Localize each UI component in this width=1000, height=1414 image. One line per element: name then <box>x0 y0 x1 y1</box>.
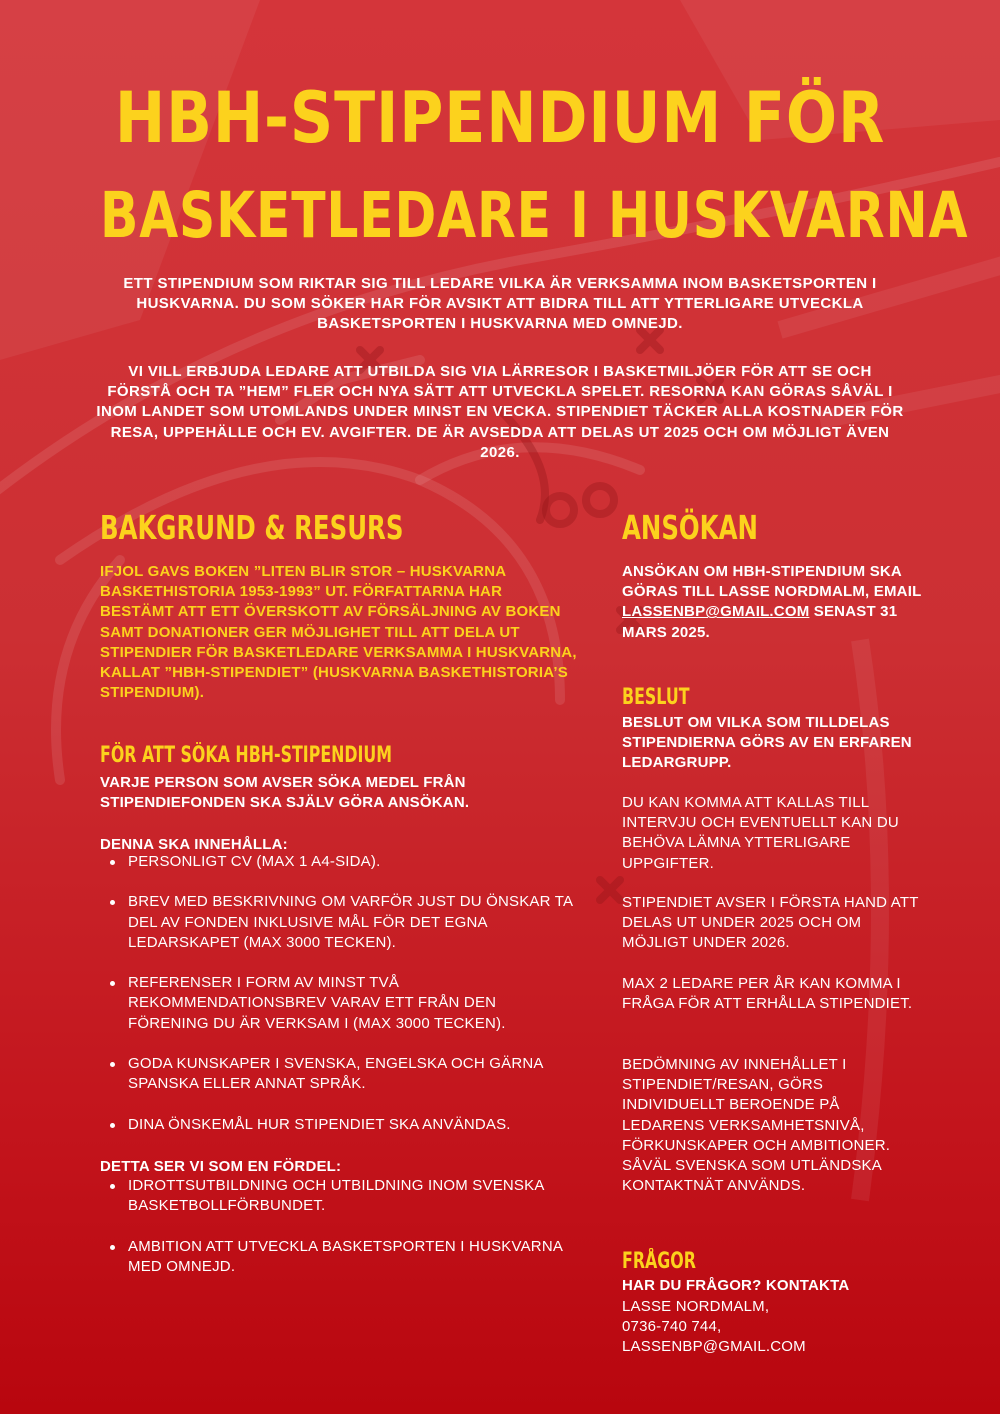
bullet-icon <box>110 1245 115 1250</box>
list-item-text: BREV MED BESKRIVNING OM VARFÖR JUST DU ÖNSKAR TA DEL AV FONDEN INKLUSIVE MÅL FÖR DET EGNA LEDARSKAPET (MAX 3000 TECKEN). <box>128 893 573 951</box>
contact-name: LASSE NORDMALM, <box>622 1298 770 1315</box>
beslut-heading: BESLUT <box>622 685 690 710</box>
bullet-icon <box>110 860 115 865</box>
list-item-text: REFERENSER I FORM AV MINST TVÅ REKOMMENDATIONSBREV VARAV ETT FRÅN DEN FÖRENING DU ÄR VERKSAM I (MAX 3000 TECKEN). <box>128 974 506 1032</box>
fragor-heading: FRÅGOR <box>622 1249 696 1274</box>
ansokan-heading: ANSÖKAN <box>622 508 758 547</box>
info-paragraph: MAX 2 LEDARE PER ÅR KAN KOMMA I FRÅGA FÖR ATT ERHÅLLA STIPENDIET. <box>622 975 913 1013</box>
bullet-icon <box>110 1123 115 1128</box>
bullet-icon <box>110 1184 115 1189</box>
fordel-label: DETTA SER VI SOM EN FÖRDEL: <box>100 1158 342 1175</box>
bullet-icon <box>110 900 115 905</box>
fragor-lead: HAR DU FRÅGOR? KONTAKTA <box>622 1277 850 1294</box>
list-item <box>100 1176 580 1216</box>
ansokan-text-pre: ANSÖKAN OM HBH-STIPENDIUM SKA GÖRAS TILL LASSE NORDMALM, EMAIL <box>622 563 922 601</box>
list-item <box>100 973 580 1034</box>
intro-paragraph-2: VI VILL ERBJUDA LEDARE ATT UTBILDA SIG VIA LÄRRESOR I BASKETMILJÖER FÖR ATT SE OCH FÖRSTÅ OCH TA ”HEM” FLER OCH NYA SÄTT ATT UTVECKLA SPELET. RESORNA KAN GÖRAS SÅVÄL I INOM LANDET SOM UTOMLANDS UNDER MINST EN VECKA. STIPENDIET TÄCKER ALLA KOSTNADER FÖR RESA, UPPEHÄLLE OCH EV. AVGIFTER. DE ÄR AVSEDDA ATT DELAS UT 2025 OCH OM MÖJLIGT ÄVEN 2026. <box>96 363 904 461</box>
innehalla-label: DENNA SKA INNEHÅLLA: <box>100 836 288 853</box>
bakgrund-text: IFJOL GAVS BOKEN ”LITEN BLIR STOR – HUSKVARNA BASKETHISTORIA 1953-1993” UT. FÖRFATTARNA HAR BESTÄMT ATT ETT ÖVERSKOTT AV FÖRSÄLJNING AV BOKEN SAMT DONATIONER GER MÖJLIGHET TILL ATT DELA UT STIPENDIER FÖR BASKETLEDARE VERKSAMMA I HUSKVARNA, KALLAT ”HBH-STIPENDIET” (HUSKVARNA BASKETHISTORIA’S STIPENDIUM). <box>100 563 577 702</box>
list-item-text: PERSONLIGT CV (MAX 1 A4-SIDA). <box>128 853 381 870</box>
title-line-1: HBH-STIPENDIUM FÖR <box>114 77 886 159</box>
info-paragraph: STIPENDIET AVSER I FÖRSTA HAND ATT DELAS UT UNDER 2025 OCH OM MÖJLIGT UNDER 2026. <box>622 894 919 952</box>
list-item <box>100 1054 580 1094</box>
list-item <box>100 1237 580 1277</box>
fordel-list <box>100 1176 580 1297</box>
innehalla-list <box>100 852 580 1155</box>
list-item-text: DINA ÖNSKEMÅL HUR STIPENDIET SKA ANVÄNDAS. <box>128 1115 511 1133</box>
list-item-text: IDROTTSUTBILDNING OCH UTBILDNING INOM SVENSKA BASKETBOLLFÖRBUNDET. <box>128 1177 544 1215</box>
contact-details <box>622 1297 922 1358</box>
soka-text: VARJE PERSON SOM AVSER SÖKA MEDEL FRÅN STIPENDIEFONDEN SKA SJÄLV GÖRA ANSÖKAN. <box>100 774 470 812</box>
title-line-2: BASKETLEDARE I HUSKVARNA <box>100 179 969 252</box>
list-item <box>100 892 580 953</box>
info-paragraph: BEDÖMNING AV INNEHÅLLET I STIPENDIET/RESAN, GÖRS INDIVIDUELLT BEROENDE PÅ LEDARENS VERKSAMHETSNIVÅ, FÖRKUNSKAPER OCH AMBITIONER. SÅVÄL SVENSKA SOM UTLÄNDSKA KONTAKTNÄT ANVÄNDS. <box>622 1056 891 1195</box>
list-item-text: AMBITION ATT UTVECKLA BASKETSPORTEN I HUSKVARNA MED OMNEJD. <box>128 1237 563 1275</box>
list-item <box>100 1115 580 1135</box>
intro-paragraph-1: ETT STIPENDIUM SOM RIKTAR SIG TILL LEDARE VILKA ÄR VERKSAMMA INOM BASKETSPORTEN I HUSKVARNA. DU SOM SÖKER HAR FÖR AVSIKT ATT BIDRA TILL ATT YTTERLIGARE UTVECKLA BASKETSPORTEN I HUSKVARNA MED OMNEJD. <box>123 275 877 333</box>
ansokan-text-post: SENAST 31 MARS 2025. <box>622 603 898 641</box>
bullet-icon <box>110 1062 115 1067</box>
contact-phone: 0736-740 744, <box>622 1318 722 1336</box>
list-item-text: GODA KUNSKAPER I SVENSKA, ENGELSKA OCH GÄRNA SPANSKA ELLER ANNAT SPRÅK. <box>128 1054 543 1093</box>
info-paragraph: DU KAN KOMMA ATT KALLAS TILL INTERVJU OCH EVENTUELLT KAN DU BEHÖVA LÄMNA YTTERLIGARE UPPGIFTER. <box>622 794 899 872</box>
contact-email: LASSENBP@GMAIL.COM <box>622 1338 806 1356</box>
ansokan-email-link[interactable]: LASSENBP@GMAIL.COM <box>622 603 810 621</box>
beslut-text: BESLUT OM VILKA SOM TILLDELAS STIPENDIERNA GÖRS AV EN ERFAREN LEDARGRUPP. <box>622 714 912 772</box>
soka-heading: FÖR ATT SÖKA HBH-STIPENDIUM <box>100 743 393 768</box>
bakgrund-heading: BAKGRUND & RESURS <box>100 508 404 547</box>
list-item <box>100 852 580 872</box>
ansokan-text <box>622 562 922 643</box>
bullet-icon <box>110 981 115 986</box>
